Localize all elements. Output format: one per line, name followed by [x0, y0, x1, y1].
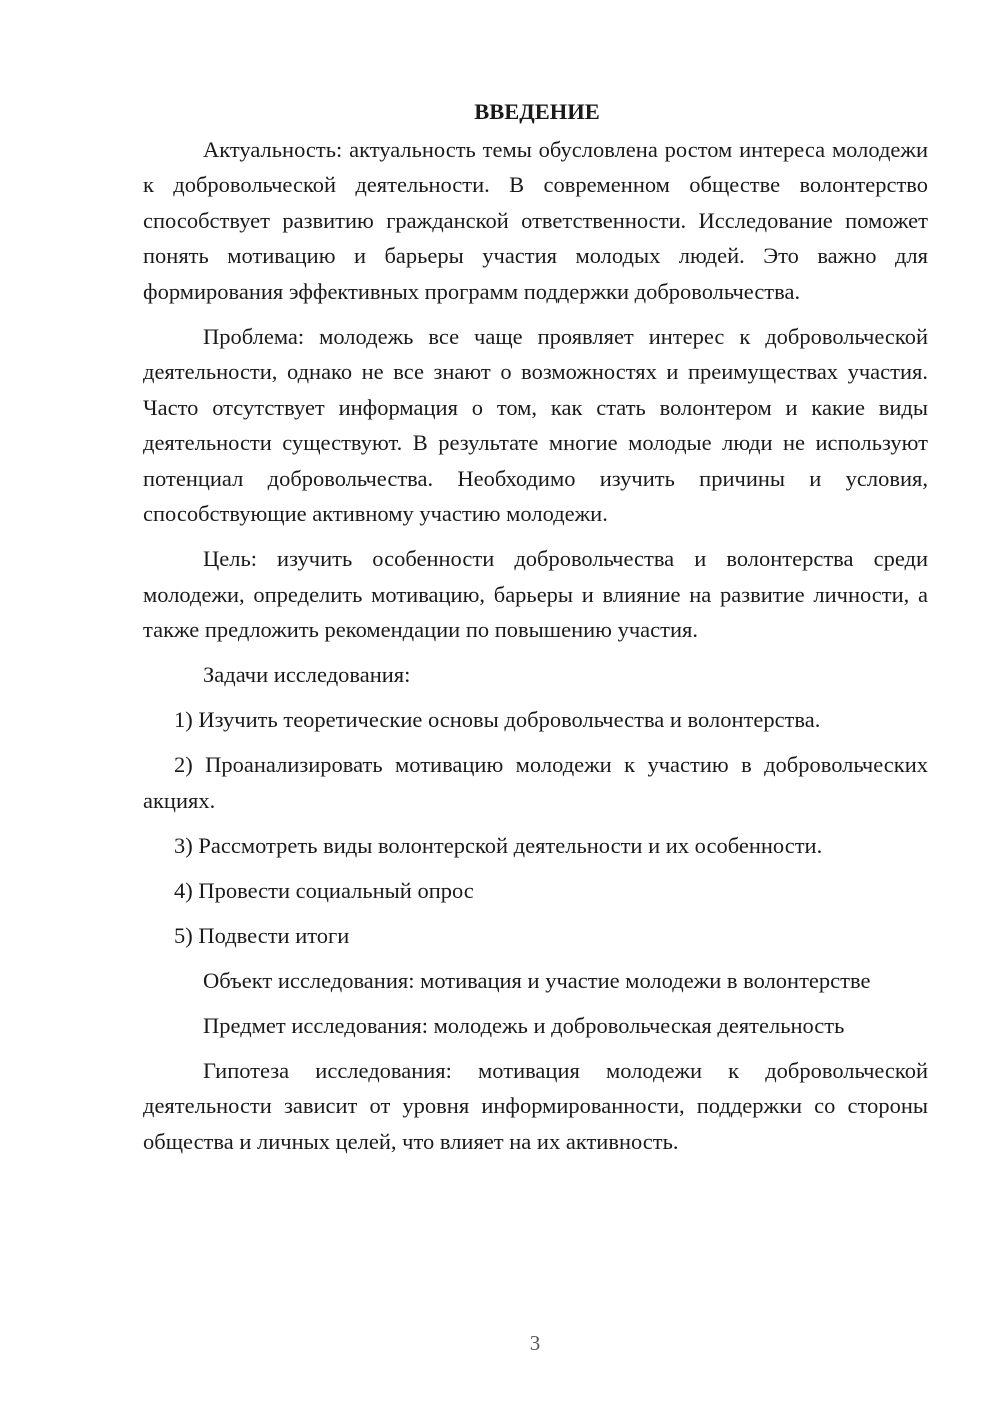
relevance-paragraph: Актуальность: актуальность темы обусловлена ростом интереса молодежи к добровольческой деятельности. В современном обществе волонтерство способствует развитию гражданской ответственности. Исследование поможет понять мотивацию и барьеры участия молодых людей. Это важно для формирования эффективных программ поддержки добровольчества.	[143, 136, 928, 304]
subject-paragraph: Предмет исследования: молодежь и добровольческая деятельность	[203, 1012, 845, 1038]
document-body	[143, 94, 928, 1169]
page-number: 3	[529, 1331, 541, 1355]
task-item-4: 4) Провести социальный опрос	[174, 877, 474, 903]
task-item-5: 5) Подвести итоги	[174, 922, 350, 948]
section-title: ВВЕДЕНИЕ	[474, 99, 600, 124]
task-item-3: 3) Рассмотреть виды волонтерской деятельности и их особенности.	[174, 832, 823, 858]
tasks-heading: Задачи исследования:	[203, 662, 411, 687]
problem-paragraph: Проблема: молодежь все чаще проявляет интерес к добровольческой деятельности, однако не все знают о возможностях и преимуществах участия. Часто отсутствует информация о том, как стать волонтером и какие виды деятельности существуют. В результате многие молодые люди не используют потенциал добровольчества. Необходимо изучить причины и условия, способствующие активному участию молодежи.	[143, 323, 928, 526]
hypothesis-paragraph: Гипотеза исследования: мотивация молодежи к добровольческой деятельности зависит от уровня информированности, поддержки со стороны общества и личных целей, что влияет на их активность.	[143, 1057, 928, 1154]
task-item-2: 2) Проанализировать мотивацию молодежи к участию в добровольческих акциях.	[143, 752, 928, 813]
object-paragraph: Объект исследования: мотивация и участие молодежи в волонтерстве	[203, 967, 871, 993]
goal-paragraph: Цель: изучить особенности добровольчества и волонтерства среди молодежи, определить мотивацию, барьеры и влияние на развитие личности, а также предложить рекомендации по повышению участия.	[143, 546, 928, 642]
task-item-1: 1) Изучить теоретические основы добровольчества и волонтерства.	[174, 707, 821, 732]
